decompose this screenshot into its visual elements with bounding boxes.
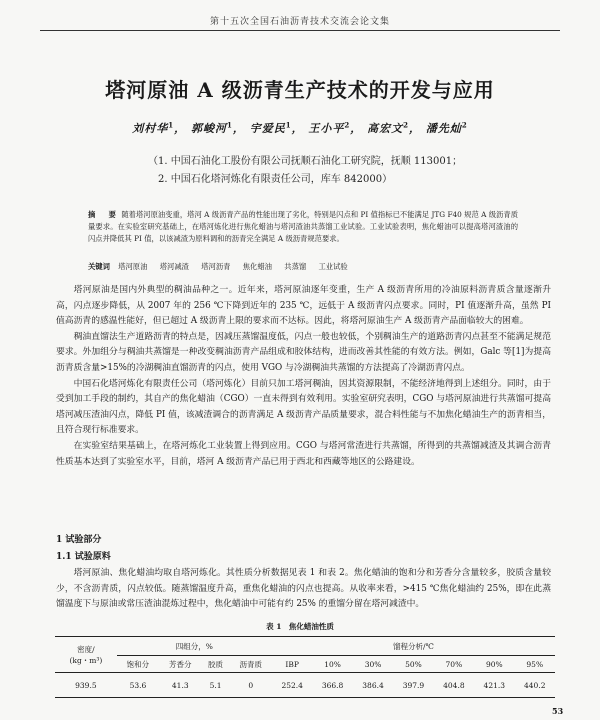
table-subheader: IBP [285,659,299,669]
table-cell: 440.2 [515,673,556,698]
keywords [88,262,528,272]
body-paragraph: 中国石化塔河炼化有限责任公司（塔河炼化）目前只加工塔河稠油，因其资源限制，不能经济地得到上述组分。同时，由于受到加工手段的制约，其自产的焦化蜡油（CGO）一直未得到有效利用。实验室研究表明，CGO 与塔河原油进行共蒸馏可提高塔河减压渣油闪点，降低 PI 值，该减渣调合的沥青满足 A 级沥青产品质量要求，混合料性能与不加焦化蜡油生产的沥青相当，且符合现行标准要求。 [56,378,551,436]
author: 潘先灿$^2$ [425,120,468,135]
author: 高宏文$^2$ [367,120,410,135]
abstract [88,209,518,245]
abstract-label: 摘 要 [88,210,119,219]
keyword: 焦化蜡油 [242,262,272,271]
table-header-distill: 馏程分析/℃ [272,637,555,656]
abstract-text: 随着塔河原油变重，塔河 A 级沥青产品的性能出现了劣化，特别是闪点和 PI 值指标已不能满足 JTG F40 规范 A 级沥青质量要求。在实验室研究基础上，在塔河炼化进行焦化蜡油与塔河渣油共蒸馏工业试验。工业试验表明，焦化蜡油可以提高塔河渣油的闪点并降低其 PI 值，以该减渣为原料调和的沥青完全满足 A 级沥青规范要求。 [88,210,518,243]
author: 郭峻河$^1$ [190,120,233,135]
author: 刘村华$^1$ [132,120,175,135]
body-paragraph: 塔河原油是国内外典型的稠油品种之一。近年来，塔河原油逐年变重，生产 A 级沥青所用的冷油原料沥青质含量逐渐升高，闪点逐步降低，从 2007 年的 256 ℃下降到近年的 235 ℃，远低于 A 级沥青闪点要求。同时，PI 值逐渐升高，虽然 PI 值高沥青的感温性能好，但已超过 A 级沥青上限的要求而不达标。因此，将塔河原油生产 A 级沥青产品面临较大的困难。 [56,285,551,327]
affiliation-line: 2. 中国石化塔河炼化有限责任公司，库车 842000） [158,174,393,185]
table-subheader: 芳香分 [169,659,192,669]
body-paragraph: 塔河原油、焦化蜡油均取自塔河炼化。其性质分析数据见表 1 和表 2。焦化蜡油的饱和分和芳香分含量较多，胶质含量较少，不含沥青质，闪点较低。随蒸馏温度升高，重焦化蜡油的闪点也提高。从收率来看，>415 ℃焦化蜡油约 25%，即在此蒸馏温度下与原油或常压渣油混炼过程中，焦化蜡油中可能有约 25% 的重馏分留在塔河减渣中。 [56,568,551,610]
section-heading: 1 试验部分 [56,535,102,545]
table-subheader: 胶质 [208,659,224,669]
table-subheader: 10% [324,659,341,669]
table-subheader: 70% [445,659,463,669]
table-cell: 397.9 [393,673,433,698]
table-cell: 5.1 [201,673,229,698]
table-subheader: 95% [526,659,544,669]
running-head: 第十五次全国石油沥青技术交流会论文集 [209,17,390,27]
keyword: 塔河沥青 [201,262,231,271]
table-header-group: 四组分，% [117,637,272,656]
body-section-intro [56,283,551,470]
table-subheader: 30% [364,659,382,669]
author: 王小平$^2$ [308,120,351,135]
keyword: 工业试验 [318,262,348,271]
table-cell: 252.4 [272,673,312,698]
table-cell: 386.4 [353,673,393,698]
author-line: 刘村华$^1$， 郭峻河$^1$， 宇爱民$^1$， 王小平$^2$， 高宏文$^2$， 潘先灿$^2$ [132,120,468,135]
density-unit: (kg・m³) [69,655,103,665]
body-paragraph: 稠油直馏法生产道路沥青的特点是，因减压蒸馏温度低，闪点一般也较低，个别稠油生产的道路沥青闪点甚至不能满足规范要求。外加组分与稠油共蒸馏是一种改变稠油沥青产品组成和胶体结构，进而改善其性能的有效方法。例如，Galc 等[1]为提高沥青质含量>15%的冷湖稠油直馏沥青的闪点，使用 VGO 与冷湖稠油共蒸馏的方法提高了冷湖沥青闪点。 [56,331,551,373]
table-cell: 0 [230,673,272,698]
page-number: 53 [552,706,564,716]
author: 宇爱民$^1$ [249,120,292,135]
coker-gas-oil-properties-table [55,636,555,698]
table-caption: 表 1 焦化蜡油性质 [266,622,334,631]
table-subheader: 50% [405,659,422,669]
table-cell: 939.5 [55,673,117,698]
table-cell: 421.3 [474,673,514,698]
paper-title: 塔河原油 A 级沥青生产技术的开发与应用 [105,78,495,102]
header-rule [40,30,560,31]
subsection-heading: 1.1 试验原料 [56,552,111,562]
keyword: 塔河原油 [118,262,148,271]
table-cell: 366.8 [312,673,352,698]
keyword: 塔河减渣 [159,262,189,271]
table-subheader: 沥青质 [239,659,263,669]
table-header-density [55,637,117,673]
density-label: 密度/ [77,644,95,654]
keywords-label: 关键词 [88,262,110,271]
table-subheader: 饱和分 [126,659,150,669]
body-paragraph: 在实验室结果基础上，在塔河炼化工业装置上得到应用。CGO 与塔河常渣进行共蒸馏，所得到的共蒸馏减渣及其调合沥青性质基本达到了实验室水平，目前，塔河 A 级沥青产品已用于西北和西藏等地区的公路建设。 [56,440,551,467]
affiliation-line: （1. 中国石油化工股份有限公司抚顺石油化工研究院，抚顺 113001； [148,156,463,167]
table-cell: 53.6 [117,673,159,698]
table-cell: 41.3 [159,673,201,698]
table-cell: 404.8 [434,673,474,698]
table-subheader: 90% [485,659,503,669]
body-section-materials [56,566,551,613]
keyword: 共蒸馏 [284,262,307,271]
